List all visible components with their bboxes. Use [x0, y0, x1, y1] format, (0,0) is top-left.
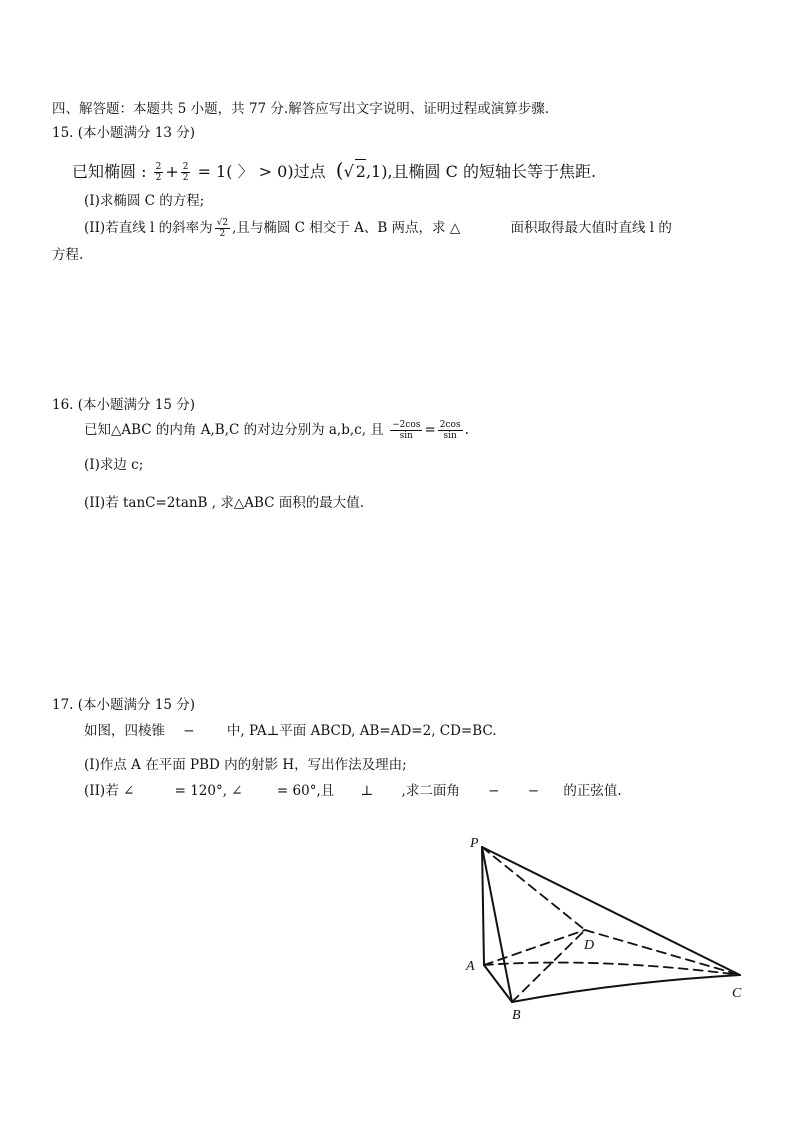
q17-part2-b: = 120°, ∠ [174, 783, 243, 799]
q17-stem [84, 722, 497, 740]
label-C: C [732, 986, 742, 1001]
q15-slope-fraction [215, 218, 230, 239]
q15-title: 15. (本小题满分 13 分) [52, 125, 196, 141]
edge-PC [482, 847, 740, 975]
q17-part2-e: 的正弦值. [563, 783, 622, 799]
q15-part1: (I)求椭圆 C 的方程; [84, 193, 205, 209]
q17-part2-dash1: − [488, 783, 500, 799]
q16-frac1-num: −2cos [392, 420, 421, 430]
q15-part2-a: (II)若直线 l 的斜率为 [84, 220, 213, 236]
q15-eq-tail: = 1( 〉 > 0)过点 [197, 162, 326, 181]
q15-stem-colon: : [141, 162, 147, 181]
q16-frac2-num: 2cos [439, 420, 461, 430]
edge-PD [482, 847, 585, 930]
q16-fraction-1 [390, 420, 422, 441]
q16-stem-text: 已知△ABC 的内角 A,B,C 的对边分别为 a,b,c, 且 [84, 422, 384, 438]
q17-part2-a: (II)若 ∠ [84, 783, 135, 799]
edge-BC [512, 975, 740, 1002]
label-P: P [470, 836, 479, 851]
q15-eq-fraction-1 [154, 162, 164, 183]
q17-stem-b: 中, PA⊥平面 ABCD, AB=AD=2, CD=BC. [226, 723, 497, 739]
q15-eq-num1: 2 [155, 162, 162, 172]
q16-stem [84, 420, 469, 441]
q17-stem-a: 如图，四棱锥 [84, 723, 165, 739]
q15-eq-plus: + [165, 162, 179, 181]
q15-eq-fraction-2 [181, 162, 191, 183]
q15-part2-continued: 方程. [52, 247, 84, 263]
q15-stem-suffix: ,且椭圆 C 的短轴长等于焦距. [387, 162, 597, 181]
q15-eq-den1: 2 [155, 173, 162, 183]
q16-title: 16. (本小题满分 15 分) [52, 397, 196, 413]
q15-eq-num2: 2 [182, 162, 189, 172]
q17-stem-dash: − [183, 723, 195, 739]
q17-part2-perp: ⊥ [360, 783, 374, 799]
q15-part2 [84, 218, 672, 239]
q15-point-rest: ,1) [365, 162, 388, 181]
q15-slope-num: √2 [216, 218, 229, 228]
label-A: A [466, 959, 475, 974]
q15-point-sqrt: 2 [355, 159, 366, 184]
q15-stem [72, 158, 596, 184]
q16-end: . [464, 422, 469, 438]
edge-PB [482, 847, 512, 1002]
q17-part2-dash2: − [527, 783, 540, 799]
q15-point-root-sign: √ [343, 162, 354, 181]
pyramid-figure [450, 825, 770, 1025]
q16-frac1-den: sin [399, 431, 413, 441]
q16-part2: (II)若 tanC=2tanB , 求△ABC 面积的最大值. [84, 495, 365, 511]
q15-part2-b: ,且与椭圆 C 相交于 A、B 两点，求 △ [232, 220, 461, 236]
q15-stem-prefix: 已知椭圆 [72, 162, 137, 181]
q17-part2-c: = 60°,且 [276, 783, 335, 799]
q16-frac2-den: sin [443, 431, 457, 441]
q17-part1: (I)作点 A 在平面 PBD 内的射影 H，写出作法及理由; [84, 757, 407, 773]
q15-point-open: ( [335, 158, 344, 182]
q15-eq-den2: 2 [182, 173, 189, 183]
section-header: 四、解答题：本题共 5 小题，共 77 分.解答应写出文字说明、证明过程或演算步骤. [52, 101, 550, 117]
q16-eq-sign: = [424, 422, 436, 438]
q16-fraction-2 [438, 420, 463, 441]
q16-part1: (I)求边 c; [84, 457, 144, 473]
edge-PA [482, 847, 484, 965]
label-B: B [512, 1008, 521, 1023]
q15-slope-den: 2 [219, 229, 226, 239]
label-D: D [584, 938, 595, 953]
q17-part2-d: ,求二面角 [401, 783, 460, 799]
q17-title: 17. (本小题满分 15 分) [52, 697, 196, 713]
q15-part2-c: 面积取得最大值时直线 l 的 [510, 220, 672, 236]
q17-part2 [84, 782, 622, 800]
